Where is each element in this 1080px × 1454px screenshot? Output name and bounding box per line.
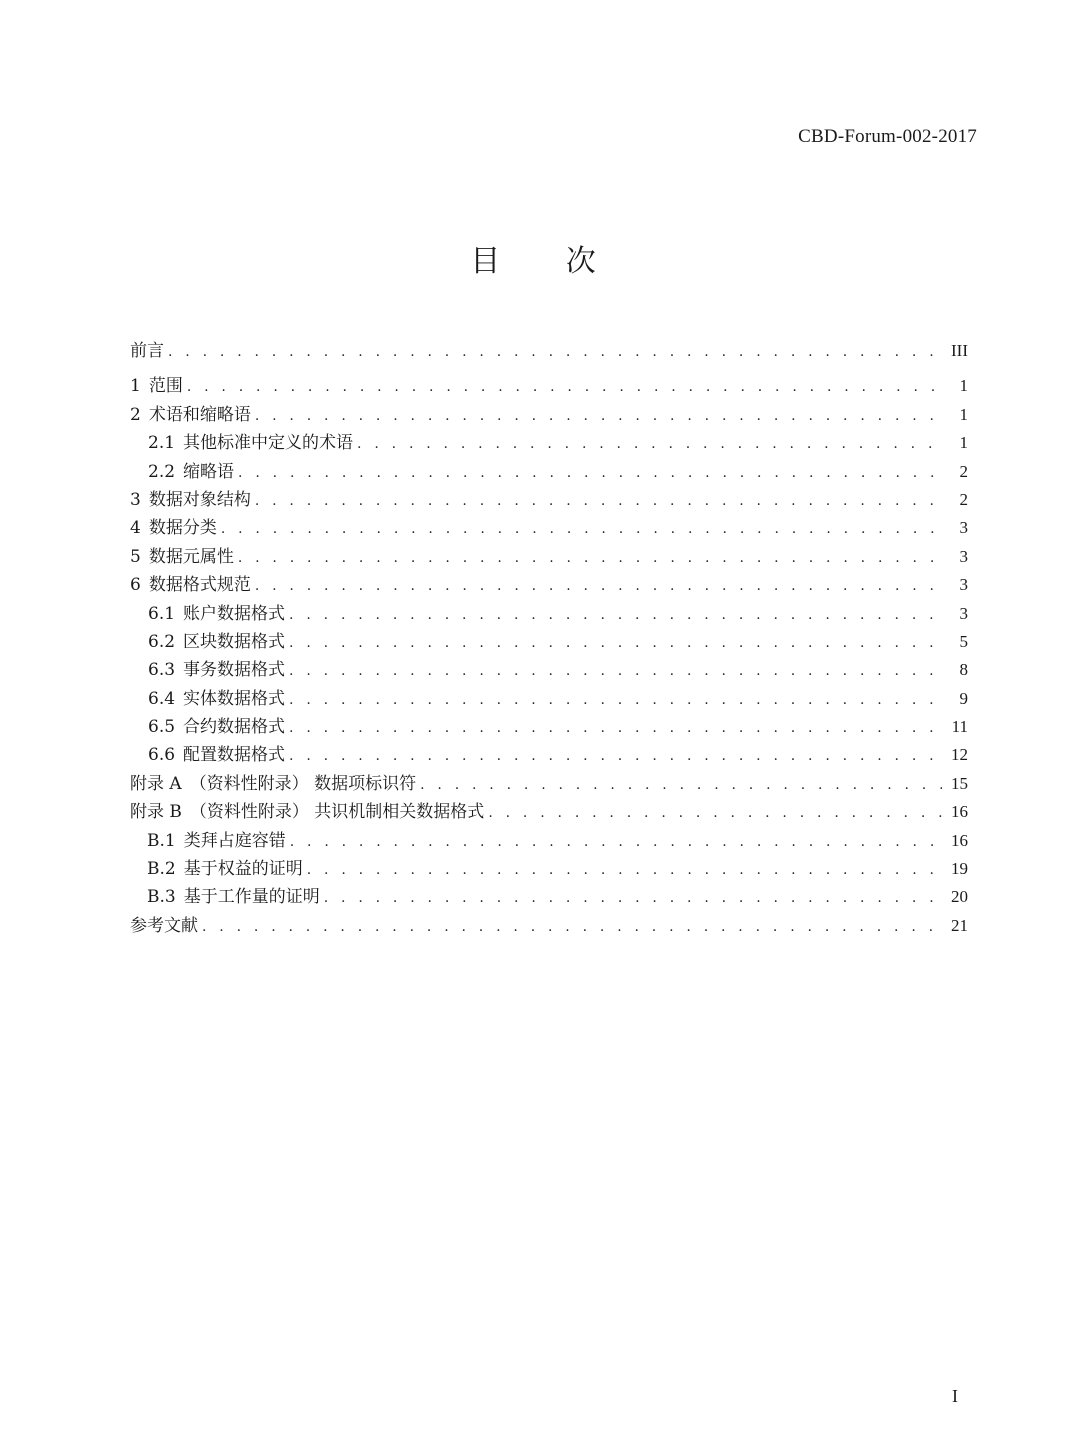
toc-entry-page: 3 <box>959 518 968 538</box>
table-of-contents <box>130 337 968 940</box>
toc-entry-label: 附录 A （资料性附录） 数据项标识符 <box>130 773 417 794</box>
toc-entry-label: B.2 基于权益的证明 <box>147 859 303 880</box>
toc-entry-page: III <box>951 341 968 360</box>
toc-entry-appendix-b[interactable] <box>130 798 968 826</box>
toc-leader-dots <box>307 856 942 884</box>
page-number: I <box>952 1386 958 1406</box>
toc-entry-page: 1 <box>959 433 968 453</box>
toc-leader-dots <box>289 686 942 714</box>
toc-leader-dots <box>357 430 942 458</box>
toc-entry-data-element-attributes[interactable] <box>130 543 968 571</box>
toc-entry-label: 2 术语和缩略语 <box>130 404 251 425</box>
toc-entry-scope[interactable] <box>130 372 968 400</box>
toc-leader-dots <box>255 487 942 515</box>
toc-entry-page: 12 <box>951 745 968 765</box>
toc-entry-label: B.1 类拜占庭容错 <box>147 830 286 851</box>
toc-leader-dots <box>221 515 942 543</box>
toc-entry-terms[interactable] <box>130 401 968 429</box>
toc-entry-label: 1 范围 <box>130 376 183 397</box>
toc-leader-dots <box>255 572 942 600</box>
toc-leader-dots <box>488 799 942 827</box>
toc-entry-page: 2 <box>959 489 968 509</box>
toc-entry-transaction-data-format[interactable] <box>130 656 968 684</box>
toc-entry-foreword[interactable] <box>130 337 968 365</box>
toc-entry-data-object-structure[interactable] <box>130 486 968 514</box>
toc-entry-page: 16 <box>951 830 968 850</box>
toc-leader-dots <box>289 601 942 629</box>
toc-entry-data-classification[interactable] <box>130 514 968 542</box>
toc-leader-dots <box>289 714 942 742</box>
toc-entry-entity-data-format[interactable] <box>130 685 968 713</box>
toc-entry-proof-of-work[interactable] <box>130 883 968 911</box>
toc-entry-bft[interactable] <box>130 827 968 855</box>
toc-entry-label: 6.5 合约数据格式 <box>148 717 286 738</box>
toc-entry-page: 3 <box>959 575 968 595</box>
toc-leader-dots <box>289 657 942 685</box>
toc-entry-abbreviations[interactable] <box>130 458 968 486</box>
toc-entry-account-data-format[interactable] <box>130 600 968 628</box>
toc-entry-label: 6 数据格式规范 <box>130 575 251 596</box>
toc-entry-page: 9 <box>959 688 968 708</box>
toc-entry-label: 前言 <box>130 341 164 361</box>
toc-entry-page: 1 <box>959 404 968 424</box>
toc-entry-page: 15 <box>951 773 968 793</box>
toc-entry-label: 参考文献 <box>130 915 198 936</box>
toc-entry-page: 1 <box>959 376 968 396</box>
toc-leader-dots <box>168 338 942 366</box>
toc-entry-page: 20 <box>951 887 968 907</box>
toc-entry-page: 2 <box>959 461 968 481</box>
page-title: 目 次 <box>470 244 624 279</box>
toc-entry-label: 4 数据分类 <box>130 518 217 539</box>
toc-leader-dots <box>290 828 942 856</box>
toc-entry-page: 3 <box>959 603 968 623</box>
toc-entry-page: 21 <box>951 915 968 935</box>
toc-entry-page: 11 <box>951 717 968 737</box>
toc-leader-dots <box>420 771 942 799</box>
toc-leader-dots <box>238 544 942 572</box>
toc-entry-page: 16 <box>951 802 968 822</box>
toc-entry-label: 6.3 事务数据格式 <box>148 660 286 681</box>
toc-entry-data-format-spec[interactable] <box>130 571 968 599</box>
toc-entry-page: 8 <box>959 660 968 680</box>
toc-entry-label: 6.6 配置数据格式 <box>148 745 286 766</box>
toc-entry-label: 附录 B （资料性附录） 共识机制相关数据格式 <box>130 802 485 823</box>
toc-entry-page: 3 <box>959 546 968 566</box>
document-id: CBD-Forum-002-2017 <box>798 126 977 147</box>
toc-entry-references[interactable] <box>130 912 968 940</box>
toc-entry-label: 6.1 账户数据格式 <box>148 603 286 624</box>
toc-leader-dots <box>324 884 942 912</box>
toc-entry-label: 2.1 其他标准中定义的术语 <box>148 433 354 454</box>
toc-leader-dots <box>289 742 942 770</box>
toc-entry-terms-other-standards[interactable] <box>130 429 968 457</box>
toc-entry-page: 5 <box>959 631 968 651</box>
toc-entry-label: 6.4 实体数据格式 <box>148 688 286 709</box>
toc-entry-label: 2.2 缩略语 <box>148 461 235 482</box>
toc-entry-page: 19 <box>951 859 968 879</box>
toc-leader-dots <box>238 459 942 487</box>
toc-leader-dots <box>289 629 942 657</box>
toc-leader-dots <box>187 373 942 401</box>
toc-entry-block-data-format[interactable] <box>130 628 968 656</box>
toc-entry-label: 5 数据元属性 <box>130 546 234 567</box>
toc-entry-config-data-format[interactable] <box>130 741 968 769</box>
toc-entry-label: 6.2 区块数据格式 <box>148 631 286 652</box>
toc-leader-dots <box>255 402 942 430</box>
toc-entry-appendix-a[interactable] <box>130 770 968 798</box>
toc-entry-proof-of-stake[interactable] <box>130 855 968 883</box>
toc-entry-contract-data-format[interactable] <box>130 713 968 741</box>
toc-entry-label: B.3 基于工作量的证明 <box>147 887 320 908</box>
toc-entry-label: 3 数据对象结构 <box>130 489 251 510</box>
toc-leader-dots <box>202 913 942 941</box>
